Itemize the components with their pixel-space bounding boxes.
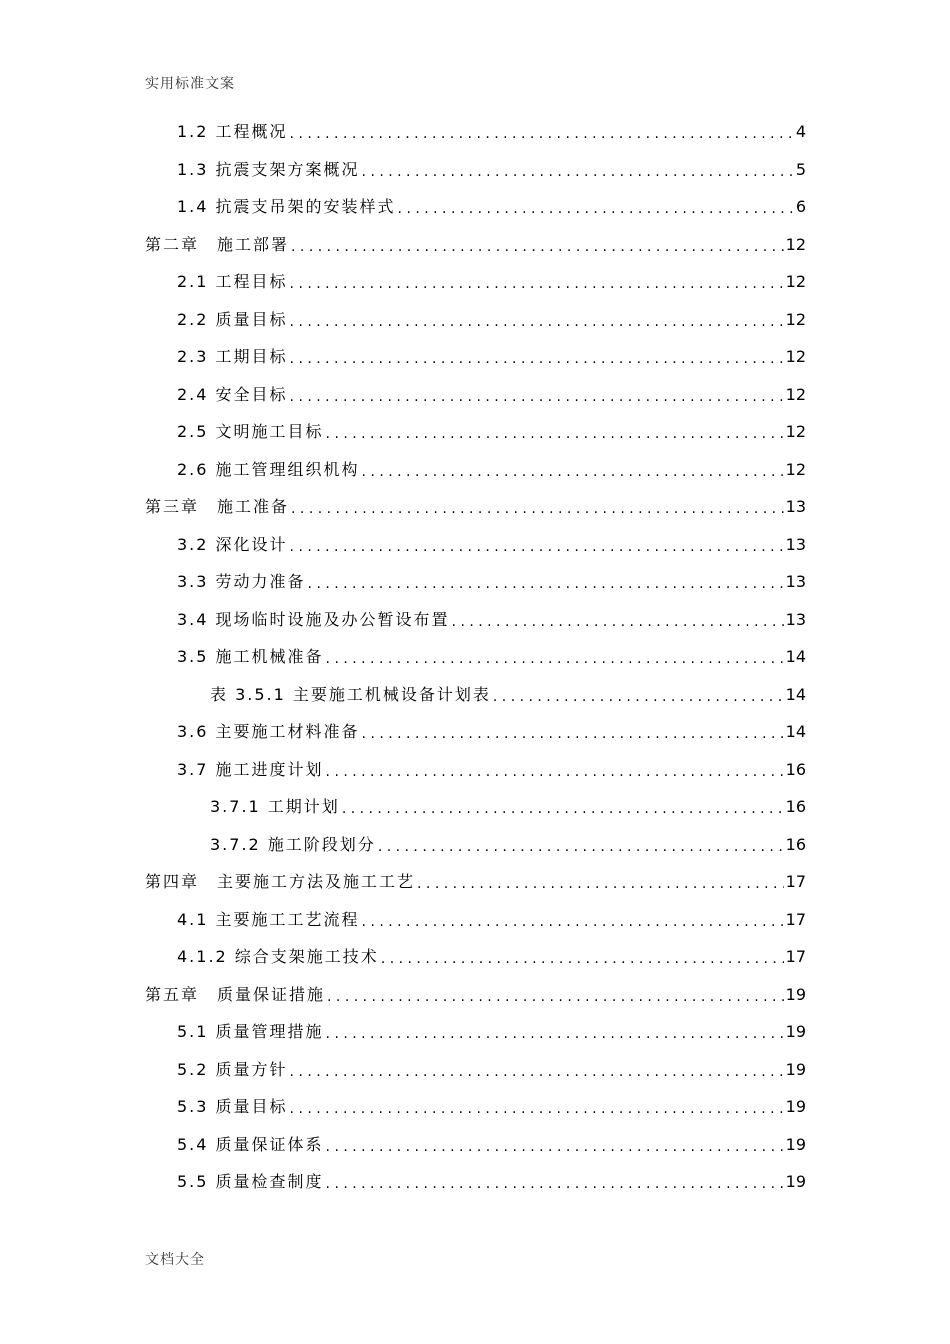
toc-entry-page-number: 19 <box>785 1022 806 1041</box>
toc-dot-leader <box>290 1058 784 1082</box>
toc-entry-label: 4.1.2 综合支架施工技术 <box>177 947 379 966</box>
toc-dot-leader <box>326 645 784 669</box>
toc-entry-page-number: 4 <box>795 122 806 141</box>
toc-entry-label: 3.7.2 施工阶段划分 <box>210 835 376 854</box>
toc-dot-leader <box>290 345 784 369</box>
toc-entry-page-number: 12 <box>785 272 806 291</box>
toc-entry-label: 3.7.1 工期计划 <box>210 797 340 816</box>
toc-entry-label: 3.3 劳动力准备 <box>177 572 306 591</box>
toc-entry-label: 5.3 质量目标 <box>177 1097 288 1116</box>
toc-entry[interactable] <box>177 420 806 444</box>
toc-entry-page-number: 16 <box>785 835 806 854</box>
toc-entry-label: 第五章 质量保证措施 <box>145 985 326 1004</box>
toc-entry-label: 第三章 施工准备 <box>145 497 290 516</box>
toc-entry-page-number: 12 <box>785 460 806 479</box>
toc-dot-leader <box>327 983 784 1007</box>
toc-dot-leader <box>326 758 784 782</box>
toc-entry-label: 3.4 现场临时设施及办公暂设布置 <box>177 610 450 629</box>
toc-entry-page-number: 13 <box>785 572 806 591</box>
toc-entry-page-number: 12 <box>785 385 806 404</box>
toc-dot-leader <box>326 1133 784 1157</box>
toc-dot-leader <box>362 458 784 482</box>
toc-entry[interactable] <box>177 270 806 294</box>
toc-entry-page-number: 13 <box>785 610 806 629</box>
toc-entry-page-number: 13 <box>785 535 806 554</box>
toc-entry[interactable] <box>177 345 806 369</box>
toc-dot-leader <box>290 1095 784 1119</box>
toc-dot-leader <box>290 270 784 294</box>
toc-dot-leader <box>290 383 784 407</box>
toc-dot-leader <box>362 908 784 932</box>
toc-entry[interactable] <box>210 833 806 857</box>
toc-dot-leader <box>291 233 784 257</box>
toc-entry-page-number: 13 <box>785 497 806 516</box>
toc-entry-label: 3.7 施工进度计划 <box>177 760 324 779</box>
toc-dot-leader <box>308 570 784 594</box>
toc-entry-page-number: 14 <box>785 685 806 704</box>
toc-entry-label: 3.5 施工机械准备 <box>177 647 324 666</box>
toc-dot-leader <box>342 795 784 819</box>
toc-entry-page-number: 12 <box>785 422 806 441</box>
toc-entry-label: 5.2 质量方针 <box>177 1060 288 1079</box>
toc-entry-page-number: 12 <box>785 235 806 254</box>
toc-entry-page-number: 19 <box>785 1060 806 1079</box>
toc-dot-leader <box>290 308 784 332</box>
toc-entry-label: 5.5 质量检查制度 <box>177 1172 324 1191</box>
toc-dot-leader <box>326 1020 784 1044</box>
toc-dot-leader <box>452 608 784 632</box>
toc-entry-label: 2.1 工程目标 <box>177 272 288 291</box>
toc-entry-label: 第四章 主要施工方法及施工工艺 <box>145 872 416 891</box>
toc-entry-label: 表 3.5.1 主要施工机械设备计划表 <box>210 685 491 704</box>
toc-entry-label: 1.3 抗震支架方案概况 <box>177 160 360 179</box>
toc-entry-label: 4.1 主要施工工艺流程 <box>177 910 360 929</box>
toc-dot-leader <box>398 195 794 219</box>
toc-entry-page-number: 12 <box>785 347 806 366</box>
toc-entry-label: 2.3 工期目标 <box>177 347 288 366</box>
toc-dot-leader <box>378 833 784 857</box>
toc-dot-leader <box>290 533 784 557</box>
toc-entry[interactable] <box>177 645 806 669</box>
toc-entry[interactable] <box>177 533 806 557</box>
toc-entry-label: 第二章 施工部署 <box>145 235 290 254</box>
toc-entry-label: 5.4 质量保证体系 <box>177 1135 324 1154</box>
toc-entry-page-number: 14 <box>785 722 806 741</box>
toc-entry-page-number: 17 <box>785 910 806 929</box>
toc-entry[interactable] <box>177 1058 806 1082</box>
toc-dot-leader <box>326 1170 784 1194</box>
toc-entry-page-number: 6 <box>795 197 806 216</box>
toc-entry-page-number: 17 <box>785 872 806 891</box>
toc-entry-page-number: 19 <box>785 985 806 1004</box>
page-footer: 文档大全 <box>145 1252 205 1268</box>
toc-entry[interactable] <box>177 383 806 407</box>
toc-dot-leader <box>417 870 784 894</box>
toc-entry[interactable] <box>145 495 806 519</box>
toc-entry[interactable] <box>177 570 806 594</box>
toc-dot-leader <box>381 945 784 969</box>
toc-entry[interactable] <box>145 983 806 1007</box>
toc-entry-page-number: 5 <box>795 160 806 179</box>
toc-entry[interactable] <box>177 720 806 744</box>
toc-entry-page-number: 19 <box>785 1135 806 1154</box>
toc-entry[interactable] <box>177 120 806 144</box>
toc-dot-leader <box>362 158 794 182</box>
toc-entry-label: 2.6 施工管理组织机构 <box>177 460 360 479</box>
toc-entry-page-number: 19 <box>785 1097 806 1116</box>
toc-entry[interactable] <box>177 1133 806 1157</box>
toc-entry-label: 2.2 质量目标 <box>177 310 288 329</box>
toc-entry-label: 5.1 质量管理措施 <box>177 1022 324 1041</box>
toc-entry-page-number: 19 <box>785 1172 806 1191</box>
toc-dot-leader <box>291 495 784 519</box>
toc-entry[interactable] <box>145 233 806 257</box>
toc-entry[interactable] <box>177 945 806 969</box>
toc-entry[interactable] <box>177 908 806 932</box>
toc-entry-label: 2.4 安全目标 <box>177 385 288 404</box>
toc-entry-page-number: 16 <box>785 797 806 816</box>
toc-entry-page-number: 16 <box>785 760 806 779</box>
page-header: 实用标准文案 <box>145 76 235 92</box>
toc-entry[interactable] <box>177 758 806 782</box>
toc-entry-page-number: 14 <box>785 647 806 666</box>
toc-entry[interactable] <box>177 1170 806 1194</box>
toc-entry-label: 2.5 文明施工目标 <box>177 422 324 441</box>
toc-entry[interactable] <box>177 195 806 219</box>
toc-dot-leader <box>493 683 784 707</box>
toc-entry-label: 1.4 抗震支吊架的安装样式 <box>177 197 396 216</box>
toc-entry[interactable] <box>177 308 806 332</box>
toc-entry[interactable] <box>210 683 806 707</box>
toc-dot-leader <box>290 120 794 144</box>
toc-entry-label: 3.6 主要施工材料准备 <box>177 722 360 741</box>
toc-dot-leader <box>326 420 784 444</box>
toc-entry-page-number: 12 <box>785 310 806 329</box>
toc-entry-label: 3.2 深化设计 <box>177 535 288 554</box>
toc-entry[interactable] <box>177 608 806 632</box>
toc-entry-label: 1.2 工程概况 <box>177 122 288 141</box>
toc-entry[interactable] <box>177 458 806 482</box>
toc-entry[interactable] <box>177 1020 806 1044</box>
toc-dot-leader <box>362 720 784 744</box>
toc-entry-page-number: 17 <box>785 947 806 966</box>
toc-entry[interactable] <box>177 1095 806 1119</box>
toc-entry[interactable] <box>210 795 806 819</box>
toc-entry[interactable] <box>177 158 806 182</box>
toc-entry[interactable] <box>145 870 806 894</box>
